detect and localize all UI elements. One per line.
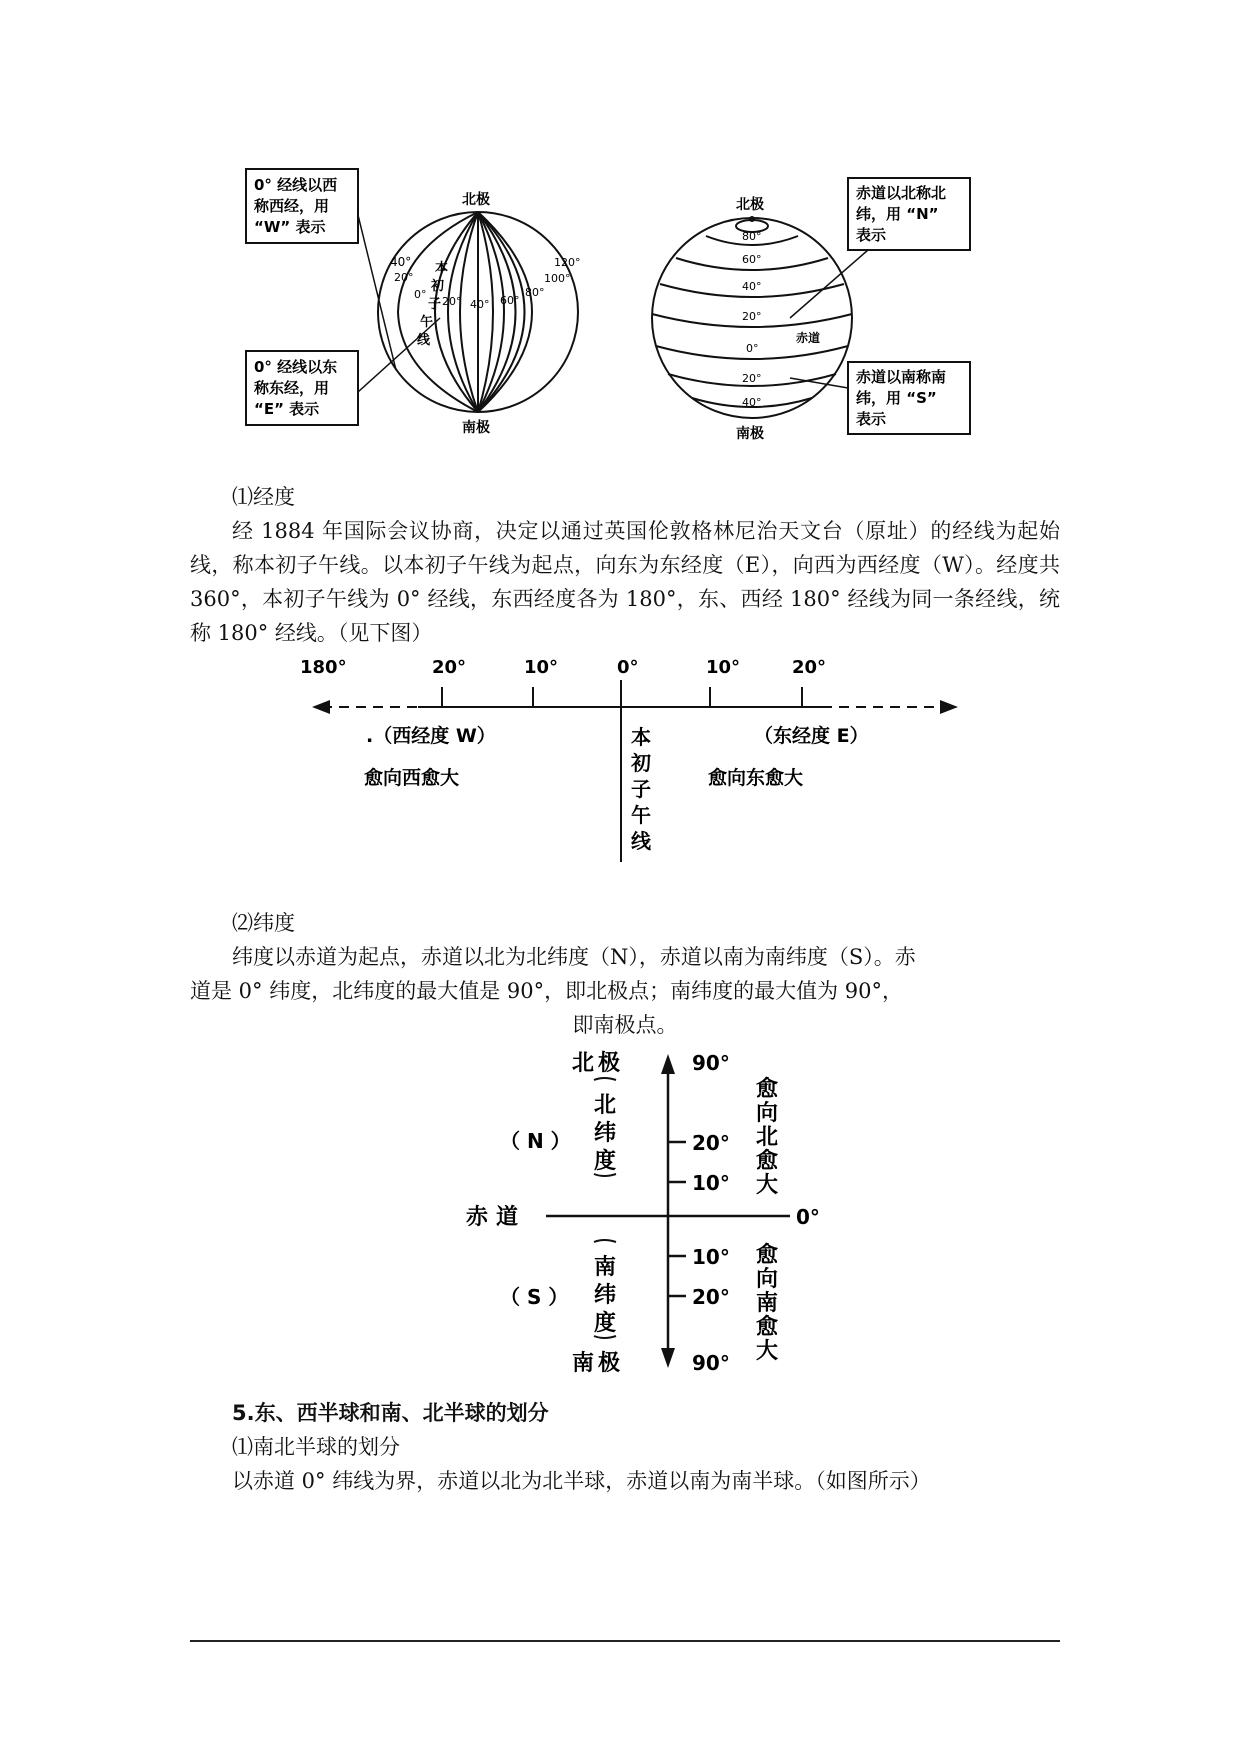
north-box-line: 纬，用 “N” (856, 205, 939, 223)
lat-tick-label: 10° (692, 1171, 730, 1195)
lat-tick: 40° (742, 280, 762, 293)
east-tick: 80° (525, 286, 545, 299)
north-code: （ N ） (500, 1129, 571, 1153)
east-box-line: 称东经，用 (254, 379, 330, 397)
north-desc-char: 北 (756, 1125, 779, 1150)
latitude-section (190, 906, 1060, 1042)
longitude-section (190, 480, 1060, 650)
prime-meridian-char: 本 (435, 261, 449, 276)
south-box-line: 赤道以南称南 (856, 368, 947, 386)
west-tick: 40° (390, 255, 412, 269)
north-pole-label-left: 北极 (462, 192, 490, 208)
lon-tick-label: 20° (792, 657, 827, 678)
west-arrowhead (312, 700, 330, 714)
south-code: （ S ） (500, 1285, 569, 1309)
south-desc-char: 向 (756, 1267, 779, 1292)
east-tick: 100° (544, 272, 571, 285)
north-box-pointer (790, 250, 868, 318)
south-pole-label-right: 南极 (736, 426, 764, 442)
lat-tick: 40° (742, 396, 762, 409)
east-box-pointer (358, 318, 440, 392)
west-box-line: 称西经，用 (254, 197, 330, 215)
west-box-line: “W” 表示 (254, 218, 326, 236)
west-box-pointer (358, 215, 396, 370)
north-pole-dot (749, 216, 755, 222)
north-pole-label: 北极 (572, 1051, 625, 1076)
lat-tick-label: 90° (692, 1051, 730, 1075)
lat-tick: 0° (746, 342, 759, 355)
north-pole-label-right: 北极 (736, 197, 764, 213)
lon-tick-label: 10° (524, 657, 559, 678)
latitude-diagram (0, 1040, 1241, 1380)
hemispheres-body: 以赤道 0° 纬线为界，赤道以北为北半球，赤道以南为南半球。（如图所示） (232, 1469, 931, 1493)
prime-meridian-char: 子 (631, 777, 651, 801)
lat-tick: 60° (742, 253, 762, 266)
lon-tick-label: 20° (432, 657, 467, 678)
south-box-line: 纬，用 “S” (856, 389, 937, 407)
lon-tick-label: 180° (300, 657, 347, 678)
north-desc-char: 愈 (756, 1077, 779, 1102)
footer-rule (190, 1640, 1060, 1642)
longitude-body: 经 1884 年国际会议协商，决定以通过英国伦敦格林尼治天文台（原址）的经线为起始线，称本初子午线。以本初子午线为起点，向东为东经度（E），向西为西经度（W）。经度共 360°，本初子午线为 0° 经线，东西经度各为 180°，东、西经 180° 经线为同一条经线，统称 180° 经线。（见下图） (190, 519, 1060, 645)
south-desc-char: 愈 (756, 1243, 779, 1268)
prime-meridian-char: 子 (428, 297, 442, 312)
north-name-char: 纬 (594, 1121, 617, 1146)
north-box-line: 表示 (856, 226, 887, 244)
hemispheres-section (190, 1396, 1060, 1498)
east-arrowhead (940, 700, 958, 714)
south-name-char: 度 (594, 1311, 617, 1336)
lat-tick: 20° (742, 372, 762, 385)
south-desc-char: 大 (756, 1339, 779, 1364)
north-name-char: 北 (594, 1093, 617, 1118)
east-tick: 20° (442, 295, 462, 308)
east-direction-desc: 愈向东愈大 (708, 767, 804, 789)
globe-figures (0, 0, 1241, 460)
longitude-heading: ⑴经度 (232, 485, 295, 509)
south-desc-char: 愈 (756, 1315, 779, 1340)
latitude-body-line: 纬度以赤道为起点，赤道以北为北纬度（N），赤道以南为南纬度（S）。赤 (232, 945, 916, 969)
longitude-diagram (0, 640, 1241, 880)
east-tick: 120° (554, 256, 581, 269)
south-name-char: 南 (594, 1255, 617, 1280)
west-longitude-label: .（西经度 W） (366, 725, 496, 747)
equator-label: 赤道 (466, 1205, 527, 1230)
north-desc-char: 大 (756, 1173, 779, 1198)
zero-degree-label: 0° (796, 1205, 820, 1229)
north-box-line: 赤道以北称北 (856, 184, 947, 202)
lon-tick-label: 10° (706, 657, 741, 678)
west-tick: 20° (394, 271, 414, 284)
lat-tick-label: 90° (692, 1351, 730, 1375)
prime-meridian-char: 午 (420, 315, 434, 330)
hemispheres-subheading: ⑴南北半球的划分 (232, 1435, 400, 1459)
east-box-line: “E” 表示 (254, 400, 320, 418)
south-pole-label-left: 南极 (462, 420, 490, 436)
prime-meridian-char: 初 (431, 279, 445, 294)
lat-arrow-up (661, 1054, 675, 1074)
west-direction-desc: 愈向西愈大 (364, 767, 460, 789)
east-tick: 40° (470, 298, 490, 311)
prime-meridian-char: 线 (417, 333, 431, 348)
lon-tick-label: 0° (617, 657, 639, 678)
west-box-line: 0° 经线以西 (254, 176, 338, 194)
longitude-globe (378, 212, 578, 412)
north-name-char: 度 (594, 1149, 617, 1174)
lat-tick-label: 20° (692, 1131, 730, 1155)
lat-arrow-down (661, 1348, 675, 1368)
prime-meridian-char: 本 (631, 725, 651, 749)
north-desc-char: 向 (756, 1101, 779, 1126)
south-box-line: 表示 (856, 410, 887, 428)
south-pole-label: 南极 (572, 1351, 625, 1376)
prime-meridian-char: 初 (631, 751, 651, 775)
west-tick: 0° (414, 288, 427, 301)
north-desc-char: 愈 (756, 1149, 779, 1174)
south-desc-char: 南 (756, 1291, 779, 1316)
prime-meridian-char: 线 (631, 829, 651, 853)
latitude-body-line: 即南极点。 (572, 1013, 678, 1037)
east-box-line: 0° 经线以东 (254, 358, 338, 376)
south-name-char: 纬 (594, 1283, 617, 1308)
latitude-body-line: 道是 0° 纬度，北纬度的最大值是 90°，即北极点；南纬度的最大值为 90°， (190, 979, 904, 1003)
east-longitude-label: （东经度 E） (754, 725, 869, 747)
equator-label-right: 赤道 (796, 331, 821, 345)
hemispheres-heading: 5.东、西半球和南、北半球的划分 (232, 1401, 549, 1425)
lat-tick: 20° (742, 310, 762, 323)
lat-tick-label: 20° (692, 1285, 730, 1309)
latitude-heading: ⑵纬度 (232, 911, 295, 935)
prime-meridian-char: 午 (631, 803, 651, 827)
lat-tick: 80° (742, 230, 762, 243)
east-tick: 60° (500, 294, 520, 307)
lat-tick-label: 10° (692, 1245, 730, 1269)
